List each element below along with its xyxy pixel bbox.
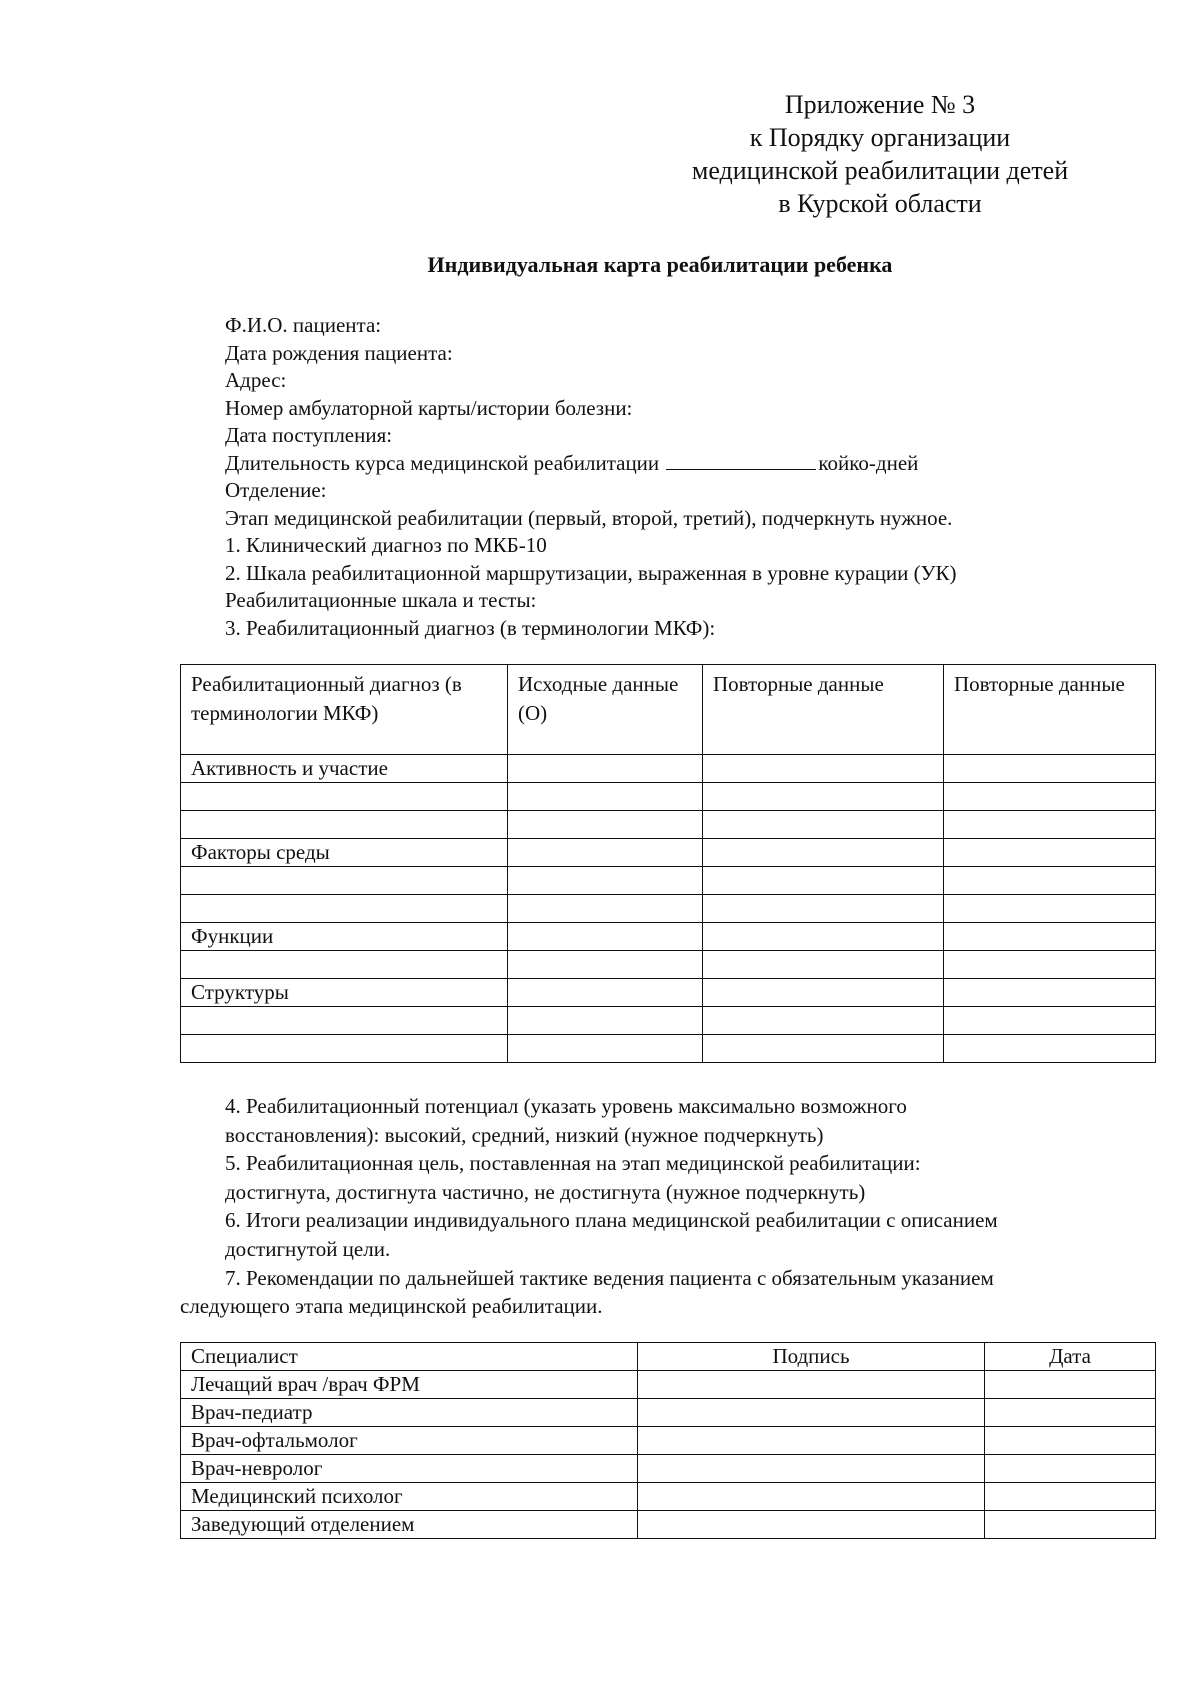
table-cell[interactable] [508,839,703,867]
table-cell[interactable] [703,923,944,951]
table-cell[interactable] [944,951,1156,979]
table-cell[interactable] [944,979,1156,1007]
table-row [181,755,1156,783]
signature-cell[interactable] [638,1371,985,1399]
table-cell[interactable] [508,1035,703,1063]
row-label [181,867,508,895]
table-row [181,895,1156,923]
table-row [181,979,1156,1007]
item-4-line: 4. Реабилитационный потенциал (указать уровень максимально возможного [225,1094,907,1118]
table-header-row [181,1343,1156,1371]
specialist-name: Врач-офтальмолог [181,1427,638,1455]
patient-fields [225,312,1125,642]
table-cell[interactable] [508,811,703,839]
duration-blank[interactable] [666,452,816,470]
table-cell[interactable] [508,979,703,1007]
specialist-name: Врач-невролог [181,1455,638,1483]
table-row [181,951,1156,979]
icf-diagnosis-table [180,664,1156,1063]
table-cell[interactable] [703,1007,944,1035]
specialist-name: Врач-педиатр [181,1399,638,1427]
row-label [181,895,508,923]
table-cell[interactable] [703,951,944,979]
table-cell[interactable] [703,895,944,923]
duration-prefix: Длительность курса медицинской реабилитации [225,450,660,475]
table-cell[interactable] [508,895,703,923]
table-cell[interactable] [508,951,703,979]
duration-suffix: койко-дней [818,450,919,475]
signature-cell[interactable] [638,1427,985,1455]
table-row [181,1427,1156,1455]
table-row [181,1455,1156,1483]
field-birth-date: Дата рождения пациента: [225,340,453,365]
item-5-line: 5. Реабилитационная цель, поставленная на этап медицинской реабилитации: [225,1151,921,1176]
table-row [181,783,1156,811]
header-date: Дата [985,1343,1156,1371]
row-label [181,811,508,839]
header-repeat-data-2: Повторные данные [944,665,1156,755]
row-label [181,1007,508,1035]
signature-cell[interactable] [638,1511,985,1539]
table-row [181,839,1156,867]
item-7-line: следующего этапа медицинской реабилитации. [180,1294,603,1319]
table-header-row [181,665,1156,755]
signature-cell[interactable] [638,1455,985,1483]
table-cell[interactable] [703,1035,944,1063]
table-cell[interactable] [703,839,944,867]
item-3: 3. Реабилитационный диагноз (в терминологии МКФ): [225,615,716,640]
appendix-header [660,88,1100,220]
row-label: Факторы среды [181,839,508,867]
row-label [181,951,508,979]
specialist-name: Заведующий отделением [181,1511,638,1539]
appendix-line: Приложение № 3 [784,90,976,119]
date-cell[interactable] [985,1399,1156,1427]
row-label: Структуры [181,979,508,1007]
field-fio: Ф.И.О. пациента: [225,313,382,337]
field-card-number: Номер амбулаторной карты/истории болезни: [225,395,633,420]
table-row [181,923,1156,951]
row-label: Активность и участие [181,755,508,783]
date-cell[interactable] [985,1427,1156,1455]
header-signature: Подпись [638,1343,985,1371]
header-repeat-data-1: Повторные данные [703,665,944,755]
item-7-line: 7. Рекомендации по дальнейшей тактике ведения пациента с обязательным указанием [225,1265,994,1290]
item-6-line: достигнутой цели. [225,1236,391,1261]
table-row [181,1007,1156,1035]
header-specialist: Специалист [181,1343,638,1371]
conclusion-items [180,1092,1140,1321]
signature-cell[interactable] [638,1483,985,1511]
date-cell[interactable] [985,1511,1156,1539]
item-4-line: восстановления): высокий, средний, низкий (нужное подчеркнуть) [225,1122,824,1147]
signature-table [180,1342,1156,1539]
field-stage: Этап медицинской реабилитации (первый, второй, третий), подчеркнуть нужное. [225,505,953,530]
field-scales: Реабилитационные шкала и тесты: [225,588,537,612]
table-row [181,1371,1156,1399]
signature-cell[interactable] [638,1399,985,1427]
table-row [181,1399,1156,1427]
date-cell[interactable] [985,1455,1156,1483]
table-row [181,1511,1156,1539]
table-cell[interactable] [703,783,944,811]
table-row [181,811,1156,839]
table-cell[interactable] [944,1007,1156,1035]
field-address: Адрес: [225,368,287,392]
item-6-line: 6. Итоги реализации индивидуального плана медицинской реабилитации с описанием [225,1208,998,1233]
field-admission-date: Дата поступления: [225,423,393,447]
header-diagnosis: Реабилитационный диагноз (в терминологии МКФ) [181,665,508,755]
table-cell[interactable] [703,755,944,783]
table-cell[interactable] [508,783,703,811]
table-cell[interactable] [508,1007,703,1035]
specialist-name: Лечащий врач /врач ФРМ [181,1371,638,1399]
row-label: Функции [181,923,508,951]
document-title: Индивидуальная карта реабилитации ребенка [427,252,893,277]
table-cell[interactable] [703,867,944,895]
table-cell[interactable] [944,839,1156,867]
appendix-line: в Курской области [778,189,982,218]
item-2: 2. Шкала реабилитационной маршрутизации, выраженная в уровне курации (УК) [225,560,957,585]
table-cell[interactable] [944,811,1156,839]
table-row [181,867,1156,895]
table-cell[interactable] [944,895,1156,923]
appendix-line: медицинской реабилитации детей [691,156,1069,185]
date-cell[interactable] [985,1371,1156,1399]
row-label [181,783,508,811]
date-cell[interactable] [985,1483,1156,1511]
specialist-name: Медицинский психолог [181,1483,638,1511]
table-cell[interactable] [508,755,703,783]
header-initial-data: Исходные данные (О) [508,665,703,755]
table-cell[interactable] [508,923,703,951]
table-cell[interactable] [944,755,1156,783]
table-cell[interactable] [944,783,1156,811]
field-department: Отделение: [225,478,327,502]
item-5-line: достигнута, достигнута частично, не достигнута (нужное подчеркнуть) [225,1179,866,1204]
table-row [181,1483,1156,1511]
item-1: 1. Клинический диагноз по МКБ-10 [225,533,547,557]
table-row [181,1035,1156,1063]
table-cell[interactable] [508,867,703,895]
table-cell[interactable] [944,1035,1156,1063]
table-cell[interactable] [703,811,944,839]
table-cell[interactable] [944,923,1156,951]
table-cell[interactable] [944,867,1156,895]
appendix-line: к Порядку организации [749,123,1011,152]
row-label [181,1035,508,1063]
field-duration [225,450,1125,478]
table-cell[interactable] [703,979,944,1007]
